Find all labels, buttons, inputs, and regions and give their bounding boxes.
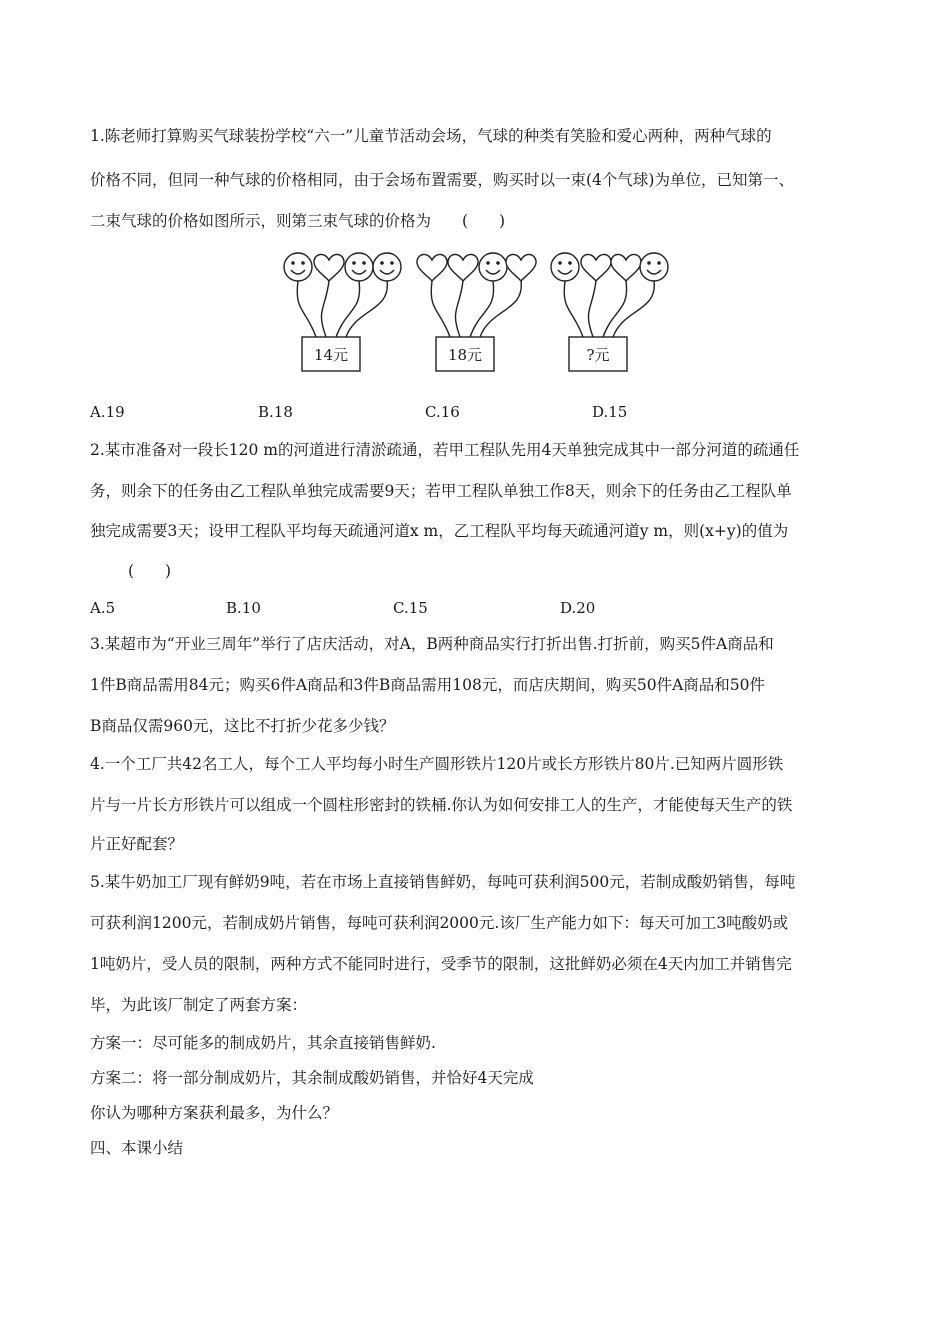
smiley-balloon-icon — [345, 253, 373, 281]
balloon-bunch-1 — [284, 253, 401, 371]
q5-line-3: 1吨奶片，受人员的限制，两种方式不能同时进行，受季节的限制，这批鲜奶必须在4天内加工并销售完 — [90, 955, 792, 973]
q3-line-1: 3.某超市为“开业三周年”举行了店庆活动，对A，B两种商品实行打折出售.打折前，购买5件A商品和 — [90, 635, 774, 653]
section-summary-heading: 四、本课小结 — [90, 1139, 184, 1157]
q2-option-c: C.15 — [393, 599, 428, 617]
price-label: ?元 — [586, 346, 610, 364]
q1-option-b: B.18 — [258, 403, 293, 421]
smiley-balloon-icon — [284, 253, 312, 281]
q1-option-a: A.19 — [90, 403, 125, 421]
q5-line-4: 毕，为此该厂制定了两套方案： — [90, 996, 308, 1014]
q2-option-b: B.10 — [226, 599, 261, 617]
balloon-string — [470, 281, 494, 337]
heart-balloon-icon — [611, 254, 641, 281]
smiley-balloon-icon — [640, 253, 668, 281]
q2-line-2: 务，则余下的任务由乙工程队单独完成需要9天；若甲工程队单独工作8天，则余下的任务由乙工程队单 — [90, 482, 792, 500]
balloon-string — [455, 281, 463, 337]
q5-plan-1: 方案一：尽可能多的制成奶片，其余直接销售鲜奶. — [90, 1034, 436, 1052]
q2-line-3: 独完成需要3天；设甲工程队平均每天疏通河道x m，乙工程队平均每天疏通河道y m，则(x+y)的值为 — [90, 522, 789, 540]
price-label: 18元 — [447, 346, 483, 364]
balloon-string — [297, 281, 316, 337]
q4-line-3: 片正好配套？ — [90, 835, 184, 853]
balloon-string — [588, 281, 596, 337]
q1-option-c: C.16 — [425, 403, 460, 421]
heart-balloon-icon — [506, 254, 536, 281]
balloon-string — [603, 281, 627, 337]
balloon-string — [480, 281, 521, 337]
q3-line-3: B商品仅需960元，这比不打折少花多少钱？ — [90, 717, 395, 735]
q2-line-4: ( ) — [128, 562, 172, 580]
q5-question: 你认为哪种方案获利最多，为什么？ — [90, 1104, 339, 1122]
smiley-balloon-icon — [479, 253, 507, 281]
smiley-balloon-icon — [551, 253, 579, 281]
q5-plan-2: 方案二：将一部分制成奶片，其余制成酸奶销售，并恰好4天完成 — [90, 1069, 534, 1087]
balloon-string — [336, 281, 360, 337]
q2-option-a: A.5 — [90, 599, 116, 617]
q1-line-3: 二束气球的价格如图所示，则第三束气球的价格为 ( ) — [90, 212, 506, 230]
balloon-bunches-figure — [278, 245, 678, 375]
q1-option-d: D.15 — [592, 403, 628, 421]
q4-line-1: 4.一个工厂共42名工人，每个工人平均每小时生产圆形铁片120片或长方形铁片80片.已知两片圆形铁 — [90, 755, 784, 773]
heart-balloon-icon — [581, 254, 611, 281]
heart-balloon-icon — [448, 254, 478, 281]
q1-line-2: 价格不同，但同一种气球的价格相同，由于会场布置需要，购买时以一束(4个气球)为单位，已知第一、 — [90, 171, 794, 189]
q1-line-1: 1.陈老师打算购买气球装扮学校“六一”儿童节活动会场，气球的种类有笑脸和爱心两种，两种气球的 — [90, 127, 772, 145]
q5-line-1: 5.某牛奶加工厂现有鲜奶9吨，若在市场上直接销售鲜奶，每吨可获利润500元，若制成酸奶销售，每吨 — [90, 873, 796, 891]
smiley-balloon-icon — [373, 253, 401, 281]
q3-line-2: 1件B商品需用84元；购买6件A商品和3件B商品需用108元，而店庆期间，购买50件A商品和50件 — [90, 676, 766, 694]
balloon-string — [321, 281, 329, 337]
balloon-string — [613, 281, 654, 337]
q2-line-1: 2.某市准备对一段长120 m的河道进行清淤疏通，若甲工程队先用4天单独完成其中一部分河道的疏通任 — [90, 441, 800, 459]
heart-balloon-icon — [314, 254, 344, 281]
q4-line-2: 片与一片长方形铁片可以组成一个圆柱形密封的铁桶.你认为如何安排工人的生产，才能使每天生产的铁 — [90, 796, 793, 814]
balloon-string — [431, 281, 450, 337]
price-label: 14元 — [313, 346, 349, 364]
balloon-bunch-2 — [417, 253, 536, 371]
heart-balloon-icon — [417, 254, 447, 281]
balloon-string — [564, 281, 583, 337]
q2-option-d: D.20 — [560, 599, 596, 617]
balloon-string — [346, 281, 387, 337]
q5-line-2: 可获利润1200元，若制成奶片销售，每吨可获利润2000元.该厂生产能力如下：每天可加工3吨酸奶或 — [90, 914, 789, 932]
balloon-bunch-3 — [551, 253, 668, 371]
